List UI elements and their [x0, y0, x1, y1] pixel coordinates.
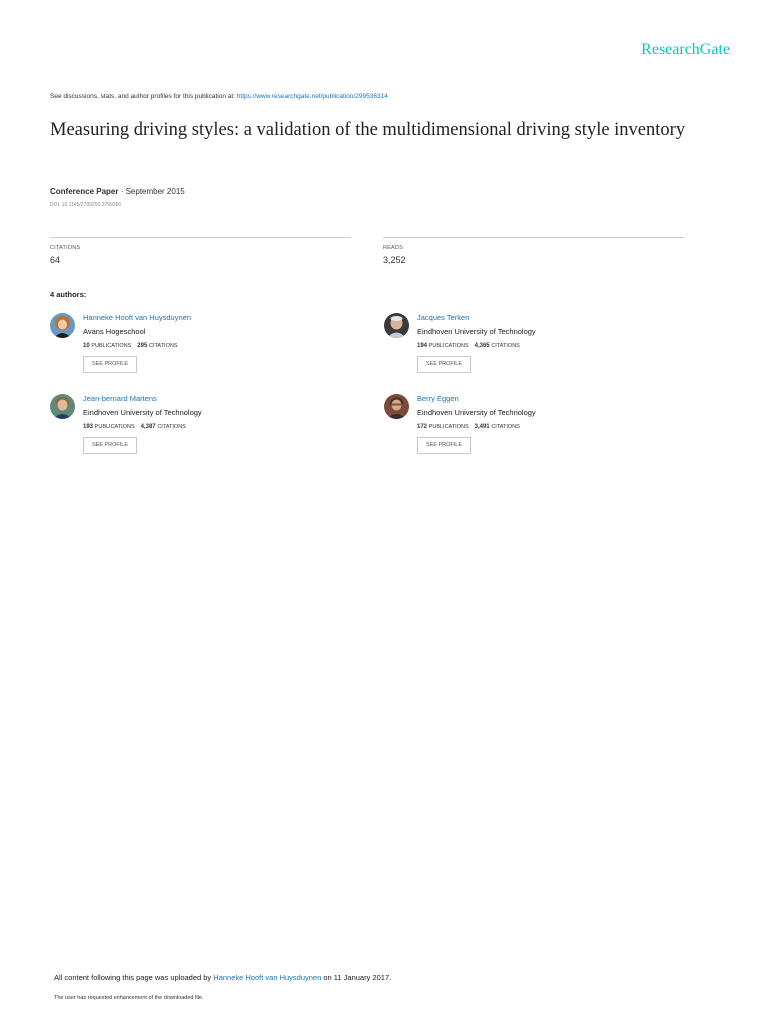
- author-institution: Eindhoven University of Technology: [417, 408, 536, 417]
- citations-count: 4,365: [474, 343, 490, 349]
- citations-label: CITATIONS: [157, 424, 186, 430]
- publications-label: PUBLICATIONS: [94, 424, 135, 430]
- author-card: [50, 313, 330, 383]
- citations-stat: [50, 237, 351, 265]
- author-stats: [417, 343, 520, 349]
- author-institution: Avans Hogeschool: [83, 327, 146, 336]
- reads-value: 3,252: [383, 255, 406, 265]
- author-stats: [417, 424, 520, 430]
- see-profile-button[interactable]: SEE PROFILE: [417, 437, 471, 454]
- publications-label: PUBLICATIONS: [91, 343, 132, 349]
- publication-type: Conference Paper: [50, 187, 119, 196]
- citations-label: CITATIONS: [50, 245, 81, 251]
- publication-url-link[interactable]: https://www.researchgate.net/publication/299536314: [236, 93, 388, 100]
- citations-label: CITATIONS: [148, 343, 178, 349]
- publication-date: · September 2015: [118, 187, 185, 196]
- enhancement-note: The user has requested enhancement of the downloaded file.: [54, 995, 204, 1001]
- publications-label: PUBLICATIONS: [428, 424, 469, 430]
- author-avatar[interactable]: [384, 394, 409, 419]
- publication-type-line: [50, 187, 185, 196]
- see-profile-button[interactable]: SEE PROFILE: [83, 356, 137, 373]
- see-profile-button[interactable]: SEE PROFILE: [83, 437, 137, 454]
- citations-label: CITATIONS: [491, 424, 520, 430]
- authors-heading: 4 authors:: [50, 290, 87, 299]
- author-avatar[interactable]: [50, 394, 75, 419]
- author-card: [50, 394, 330, 464]
- author-name-link[interactable]: Jean-bernard Martens: [83, 394, 157, 403]
- author-avatar[interactable]: [384, 313, 409, 338]
- reads-stat: [383, 237, 684, 265]
- publications-count: 194: [417, 343, 428, 349]
- upload-suffix: on 11 January 2017.: [321, 973, 392, 982]
- publications-count: 172: [417, 424, 428, 430]
- upload-prefix: All content following this page was uploaded by: [54, 973, 214, 982]
- discussion-prefix: See discussions, stats, and author profiles for this publication at:: [50, 93, 237, 100]
- publications-label: PUBLICATIONS: [428, 343, 469, 349]
- publications-count: 193: [83, 424, 94, 430]
- citations-value: 64: [50, 255, 61, 265]
- citations-count: 295: [137, 343, 148, 349]
- discussion-line: [50, 93, 388, 100]
- author-name-link[interactable]: Hanneke Hooft van Huysduynen: [83, 313, 191, 322]
- publication-title: Measuring driving styles: a validation of the multidimensional driving style inventory: [50, 120, 686, 140]
- citations-label: CITATIONS: [491, 343, 520, 349]
- publication-doi: DOI: 10.1145/2799250.2799266: [50, 202, 122, 208]
- author-institution: Eindhoven University of Technology: [83, 408, 202, 417]
- publications-count: 10: [83, 343, 90, 349]
- author-card: [384, 313, 664, 383]
- see-profile-button[interactable]: SEE PROFILE: [417, 356, 471, 373]
- author-stats: [83, 424, 186, 430]
- author-name-link[interactable]: Jacques Terken: [417, 313, 470, 322]
- researchgate-logo[interactable]: ResearchGate: [641, 41, 730, 58]
- author-card: [384, 394, 664, 464]
- author-name-link[interactable]: Berry Eggen: [417, 394, 459, 403]
- uploader-link[interactable]: Hanneke Hooft van Huysduynen: [213, 973, 322, 982]
- citations-count: 4,387: [140, 424, 156, 430]
- reads-label: READS: [383, 245, 403, 251]
- upload-notice: [54, 973, 391, 982]
- author-institution: Eindhoven University of Technology: [417, 327, 536, 336]
- author-avatar[interactable]: [50, 313, 75, 338]
- author-stats: [83, 343, 178, 349]
- citations-count: 3,491: [474, 424, 490, 430]
